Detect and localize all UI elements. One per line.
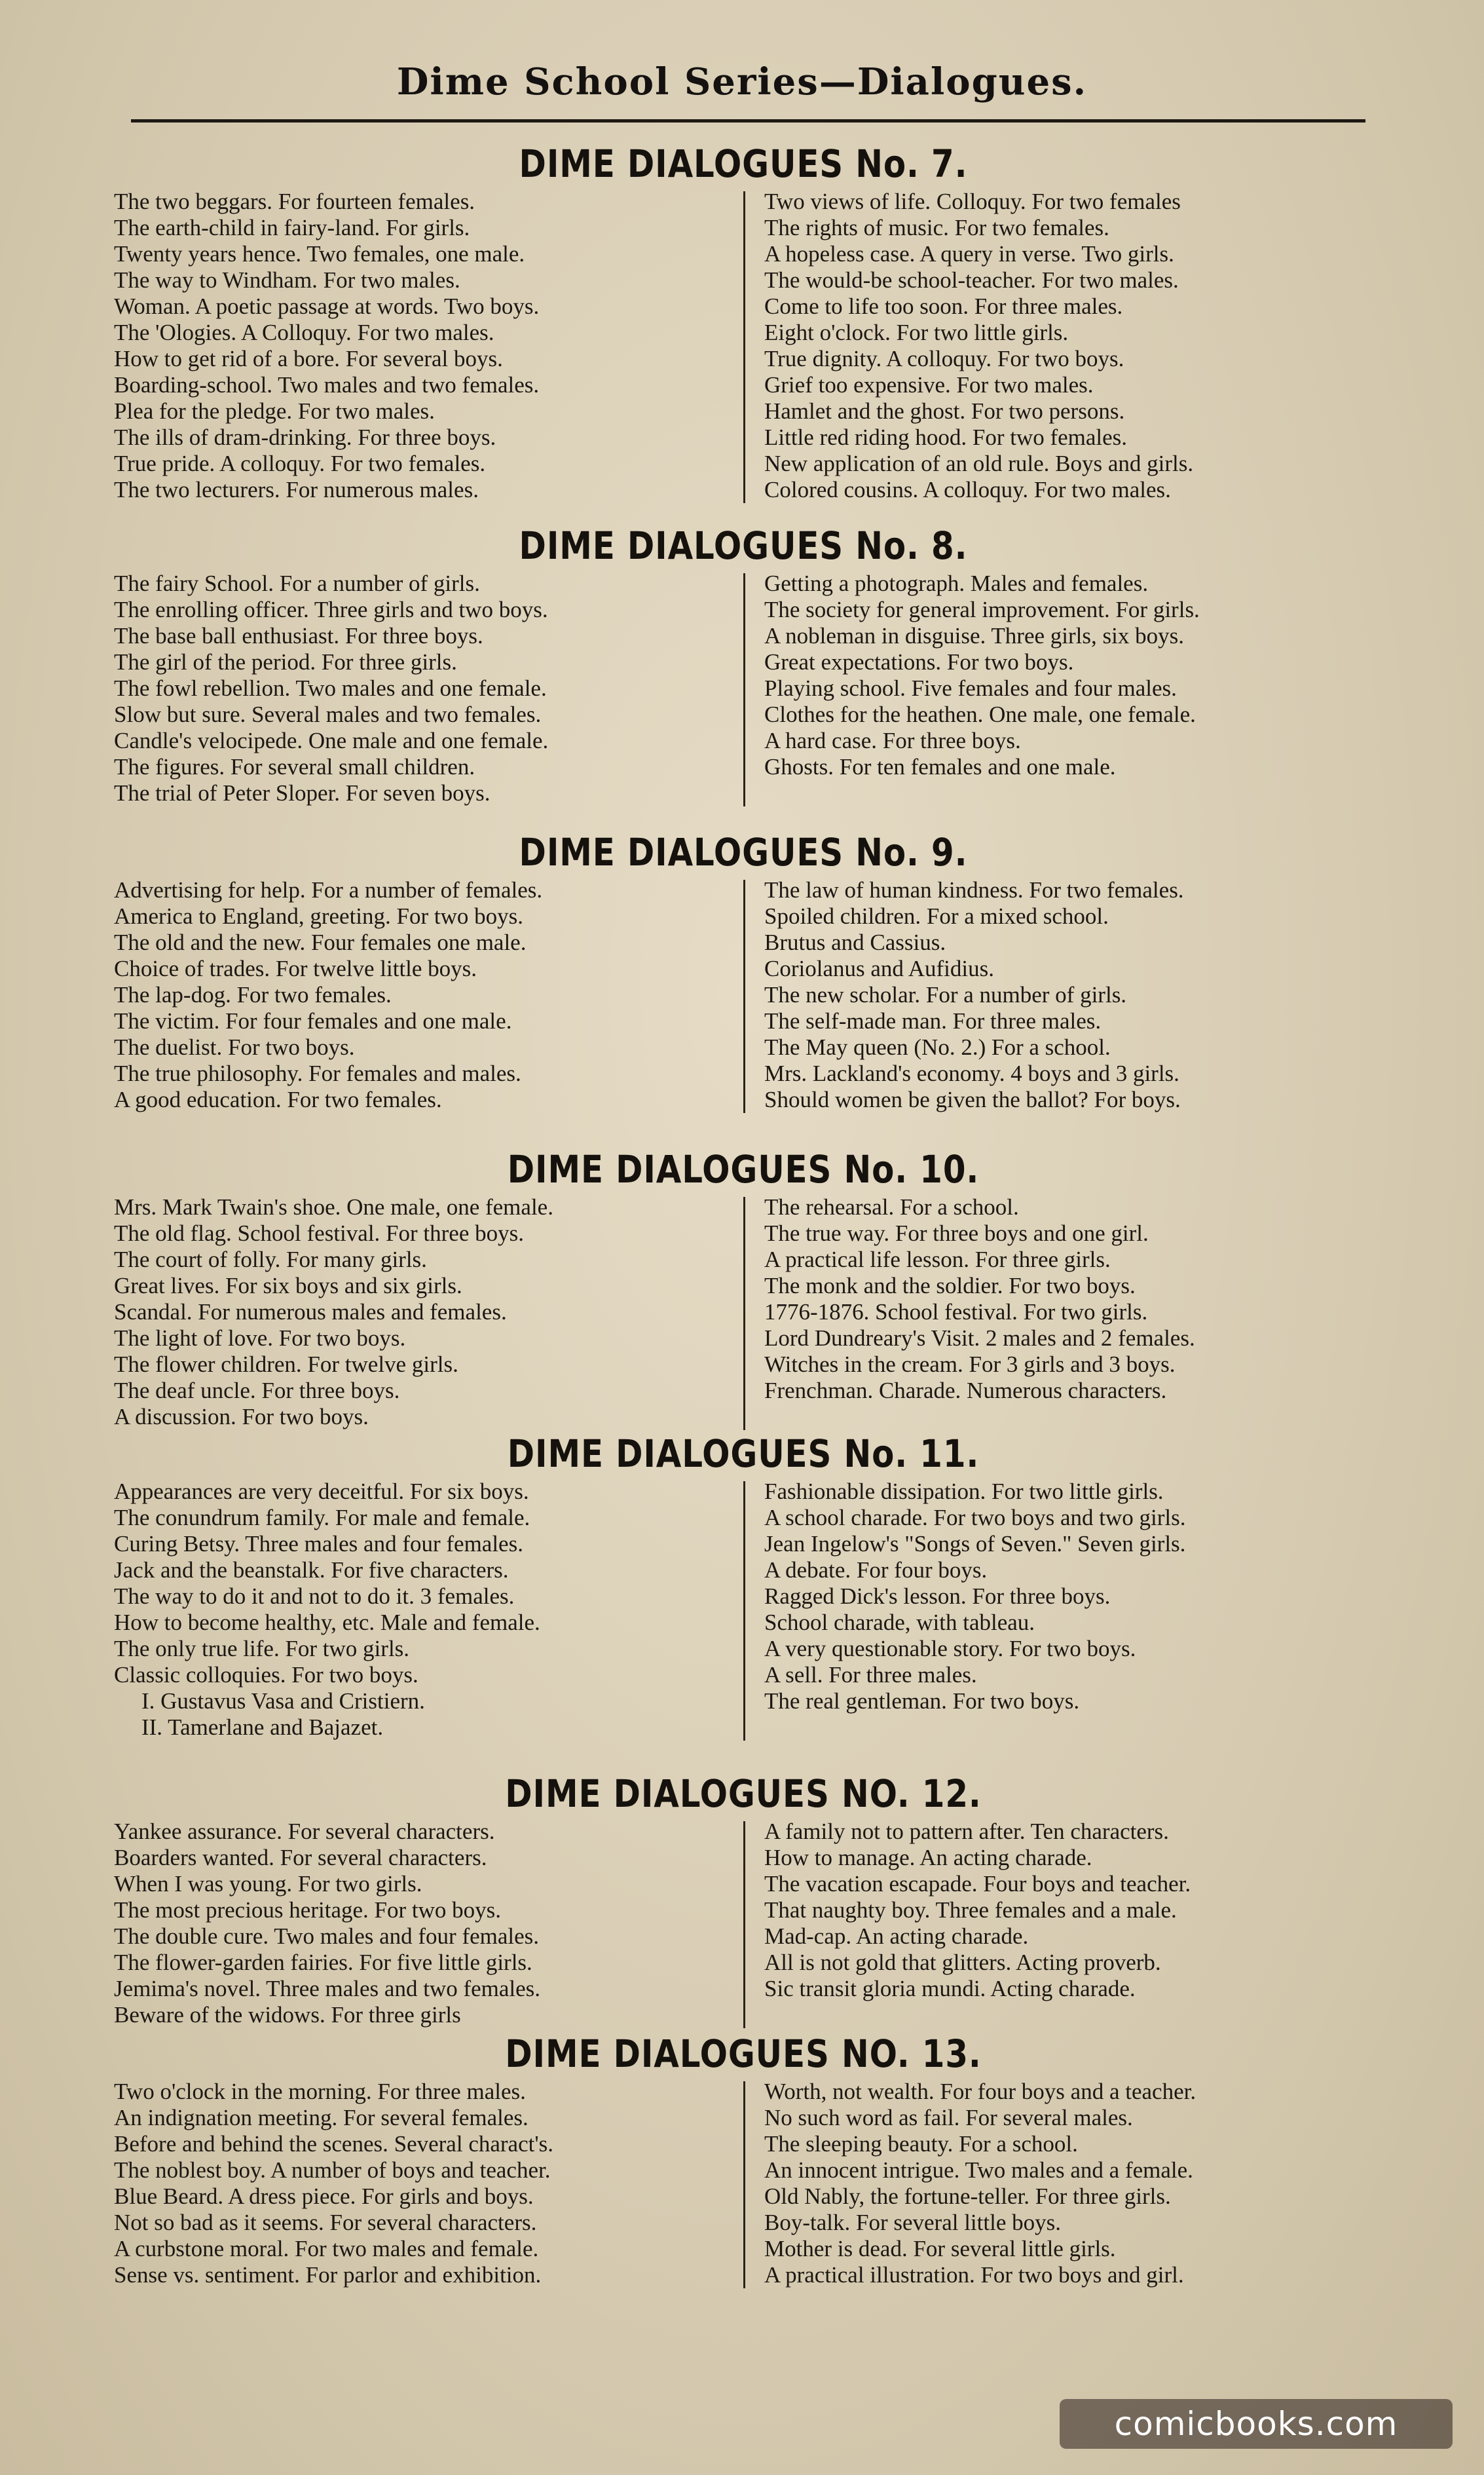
right-column: [743, 2079, 1382, 2288]
right-column: [743, 1819, 1382, 2028]
column-divider: [743, 1821, 745, 2028]
section-columns: [105, 877, 1382, 1113]
dialogue-entry: A practical life lesson. For three girls.: [764, 1247, 1111, 1272]
dialogue-entry: Ragged Dick's lesson. For three boys.: [764, 1583, 1111, 1609]
left-column: [105, 1194, 743, 1430]
left-column: [105, 571, 743, 806]
dialogue-entry: Before and behind the scenes. Several charact's.: [114, 2131, 554, 2157]
dialogue-entry: Advertising for help. For a number of females.: [114, 877, 543, 903]
dialogue-entry: The girl of the period. For three girls.: [114, 649, 457, 675]
dialogue-entry: Colored cousins. A colloquy. For two males.: [764, 477, 1171, 502]
column-divider: [743, 573, 745, 806]
dialogue-entry: The base ball enthusiast. For three boys.: [114, 623, 483, 649]
right-column: [743, 877, 1382, 1113]
dialogue-entry: Appearances are very deceitful. For six boys.: [114, 1479, 529, 1504]
dialogue-entry: How to become healthy, etc. Male and female.: [114, 1610, 540, 1635]
section-title: DIME DIALOGUES NO. 12.: [505, 1771, 982, 1816]
left-column: [105, 1819, 743, 2028]
dialogue-entry: The self-made man. For three males.: [764, 1008, 1102, 1034]
dialogue-entry: Not so bad as it seems. For several characters.: [114, 2210, 537, 2235]
dialogue-entry: A good education. For two females.: [114, 1087, 442, 1112]
dialogue-entry: The way to Windham. For two males.: [114, 267, 460, 293]
dialogue-entry: How to get rid of a bore. For several boys.: [114, 346, 503, 371]
dialogue-entry: Worth, not wealth. For four boys and a teacher.: [764, 2079, 1196, 2104]
dialogue-entry: That naughty boy. Three females and a male.: [764, 1897, 1177, 1923]
section-columns: [105, 1819, 1382, 2028]
dialogue-entry: The way to do it and not to do it. 3 females.: [114, 1583, 515, 1609]
dialogue-entry: The ills of dram-drinking. For three boys.: [114, 425, 496, 450]
dialogue-entry: True dignity. A colloquy. For two boys.: [764, 346, 1124, 371]
section-columns: [105, 571, 1382, 806]
dialogue-entry: An innocent intrigue. Two males and a female.: [764, 2157, 1193, 2183]
dialogue-entry: Lord Dundreary's Visit. 2 males and 2 females.: [764, 1325, 1195, 1351]
dialogue-entry: Woman. A poetic passage at words. Two boys.: [114, 293, 540, 319]
dialogue-entry: The duelist. For two boys.: [114, 1034, 355, 1060]
dialogue-entry: Two o'clock in the morning. For three males.: [114, 2079, 526, 2104]
section-columns: [105, 2079, 1382, 2288]
dialogue-section: [105, 1144, 1382, 1430]
dialogue-entry: Boy-talk. For several little boys.: [764, 2210, 1061, 2235]
dialogue-entry: When I was young. For two girls.: [114, 1871, 422, 1897]
left-column: [105, 877, 743, 1113]
dialogue-entry: The law of human kindness. For two females.: [764, 877, 1184, 903]
dialogue-entry: The real gentleman. For two boys.: [764, 1688, 1080, 1714]
dialogue-entry: The victim. For four females and one male.: [114, 1008, 512, 1034]
left-column: [105, 1479, 743, 1741]
dialogue-entry: Mother is dead. For several little girls.: [764, 2236, 1116, 2261]
section-title: DIME DIALOGUES NO. 13.: [505, 2031, 982, 2076]
dialogue-entry: The enrolling officer. Three girls and two boys.: [114, 597, 548, 622]
dialogue-entry: The 'Ologies. A Colloquy. For two males.: [114, 320, 494, 345]
dialogue-entry: Grief too expensive. For two males.: [764, 372, 1094, 398]
dialogue-entry: A curbstone moral. For two males and female.: [114, 2236, 539, 2261]
dialogue-entry: The true philosophy. For females and males.: [114, 1061, 521, 1086]
dialogue-entry: The would-be school-teacher. For two males.: [764, 267, 1179, 293]
dialogue-entry: Coriolanus and Aufidius.: [764, 956, 994, 981]
dialogue-entry: True pride. A colloquy. For two females.: [114, 451, 486, 476]
dialogue-entry: The society for general improvement. For girls.: [764, 597, 1200, 622]
dialogue-entry: The vacation escapade. Four boys and teacher.: [764, 1871, 1191, 1897]
dialogue-entry: A debate. For four boys.: [764, 1557, 988, 1583]
section-columns: [105, 189, 1382, 503]
dialogue-entry: I. Gustavus Vasa and Cristiern.: [141, 1688, 425, 1714]
column-divider: [743, 191, 745, 503]
dialogue-entry: Eight o'clock. For two little girls.: [764, 320, 1069, 345]
dialogue-entry: An indignation meeting. For several females.: [114, 2105, 529, 2130]
header-rule: [131, 119, 1365, 123]
dialogue-entry: Ghosts. For ten females and one male.: [764, 754, 1116, 780]
dialogue-entry: The trial of Peter Sloper. For seven boys.: [114, 780, 491, 806]
section-title: DIME DIALOGUES No. 10.: [507, 1147, 980, 1192]
dialogue-entry: The rights of music. For two females.: [764, 215, 1109, 240]
left-column: [105, 2079, 743, 2288]
dialogue-entry: Curing Betsy. Three males and four females.: [114, 1531, 523, 1557]
dialogue-entry: The lap-dog. For two females.: [114, 982, 392, 1008]
dialogue-entry: The only true life. For two girls.: [114, 1636, 410, 1661]
dialogue-entry: The deaf uncle. For three boys.: [114, 1378, 400, 1403]
section-title: DIME DIALOGUES No. 11.: [507, 1431, 980, 1476]
dialogue-entry: Brutus and Cassius.: [764, 930, 946, 955]
dialogue-entry: Classic colloquies. For two boys.: [114, 1662, 418, 1688]
dialogue-entry: New application of an old rule. Boys and girls.: [764, 451, 1194, 476]
dialogue-entry: The fairy School. For a number of girls.: [114, 571, 480, 596]
dialogue-entry: The double cure. Two males and four females.: [114, 1923, 540, 1949]
dialogue-section: [105, 2029, 1382, 2288]
right-column: [743, 1194, 1382, 1430]
dialogue-entry: The May queen (No. 2.) For a school.: [764, 1034, 1111, 1060]
dialogue-entry: The sleeping beauty. For a school.: [764, 2131, 1078, 2157]
dialogue-entry: Should women be given the ballot? For boys.: [764, 1087, 1181, 1112]
dialogue-entry: A sell. For three males.: [764, 1662, 977, 1688]
dialogue-entry: A hard case. For three boys.: [764, 728, 1021, 753]
dialogue-entry: A discussion. For two boys.: [114, 1404, 369, 1429]
dialogue-entry: The earth-child in fairy-land. For girls.: [114, 215, 470, 240]
dialogue-entry: All is not gold that glitters. Acting proverb.: [764, 1950, 1161, 1975]
dialogue-entry: Fashionable dissipation. For two little girls.: [764, 1479, 1164, 1504]
dialogue-entry: The light of love. For two boys.: [114, 1325, 406, 1351]
dialogue-entry: Candle's velocipede. One male and one female.: [114, 728, 549, 753]
dialogue-entry: Twenty years hence. Two females, one male.: [114, 241, 525, 267]
right-column: [743, 1479, 1382, 1741]
dialogue-entry: No such word as fail. For several males.: [764, 2105, 1133, 2130]
dialogue-entry: The old flag. School festival. For three boys.: [114, 1220, 524, 1246]
column-divider: [743, 1197, 745, 1430]
dialogue-entry: The flower children. For twelve girls.: [114, 1351, 458, 1377]
dialogue-entry: America to England, greeting. For two boys.: [114, 903, 524, 929]
dialogue-entry: School charade, with tableau.: [764, 1610, 1035, 1635]
dialogue-entry: Little red riding hood. For two females.: [764, 425, 1128, 450]
dialogue-section: [105, 521, 1382, 806]
right-column: [743, 189, 1382, 503]
dialogue-entry: Slow but sure. Several males and two females.: [114, 702, 542, 727]
dialogue-entry: A nobleman in disguise. Three girls, six boys.: [764, 623, 1184, 649]
dialogue-entry: Sense vs. sentiment. For parlor and exhibition.: [114, 2262, 542, 2288]
dialogue-entry: Blue Beard. A dress piece. For girls and boys.: [114, 2183, 534, 2209]
dialogue-section: [105, 1429, 1382, 1741]
dialogue-entry: Mrs. Mark Twain's shoe. One male, one female.: [114, 1194, 553, 1220]
dialogue-entry: How to manage. An acting charade.: [764, 1845, 1092, 1870]
dialogue-entry: The figures. For several small children.: [114, 754, 475, 780]
dialogue-entry: The old and the new. Four females one male.: [114, 930, 527, 955]
dialogue-entry: A practical illustration. For two boys and girl.: [764, 2262, 1184, 2288]
dialogue-entry: The rehearsal. For a school.: [764, 1194, 1019, 1220]
dialogue-entry: Boarders wanted. For several characters.: [114, 1845, 487, 1870]
dialogue-entry: Scandal. For numerous males and females.: [114, 1299, 507, 1325]
dialogue-entry: The flower-garden fairies. For five little girls.: [114, 1950, 532, 1975]
dialogue-entry: Yankee assurance. For several characters.: [114, 1819, 495, 1844]
dialogue-entry: Beware of the widows. For three girls: [114, 2002, 461, 2028]
dialogue-entry: Frenchman. Charade. Numerous characters.: [764, 1378, 1167, 1403]
section-title: DIME DIALOGUES No. 9.: [519, 830, 968, 875]
dialogue-entry: The most precious heritage. For two boys.: [114, 1897, 502, 1923]
column-divider: [743, 880, 745, 1113]
dialogue-entry: The conundrum family. For male and female.: [114, 1505, 530, 1530]
dialogue-entry: Boarding-school. Two males and two females.: [114, 372, 540, 398]
dialogue-entry: The true way. For three boys and one girl.: [764, 1220, 1149, 1246]
dialogue-entry: Mrs. Lackland's economy. 4 boys and 3 girls.: [764, 1061, 1179, 1086]
column-divider: [743, 2081, 745, 2288]
dialogue-entry: The two lecturers. For numerous males.: [114, 477, 479, 502]
dialogue-entry: II. Tamerlane and Bajazet.: [141, 1714, 384, 1740]
dialogue-entry: A family not to pattern after. Ten characters.: [764, 1819, 1169, 1844]
dialogue-entry: Spoiled children. For a mixed school.: [764, 903, 1109, 929]
section-title: DIME DIALOGUES No. 8.: [519, 523, 968, 568]
dialogue-entry: Sic transit gloria mundi. Acting charade.: [764, 1976, 1136, 2001]
dialogue-entry: A hopeless case. A query in verse. Two girls.: [764, 241, 1174, 267]
dialogue-entry: The noblest boy. A number of boys and teacher.: [114, 2157, 551, 2183]
dialogue-entry: Hamlet and the ghost. For two persons.: [764, 398, 1125, 424]
dialogue-entry: Witches in the cream. For 3 girls and 3 boys.: [764, 1351, 1176, 1377]
dialogue-entry: Great expectations. For two boys.: [764, 649, 1074, 675]
dialogue-entry: A very questionable story. For two boys.: [764, 1636, 1136, 1661]
dialogue-entry: A school charade. For two boys and two girls.: [764, 1505, 1186, 1530]
column-divider: [743, 1481, 745, 1741]
dialogue-section: [105, 827, 1382, 1113]
section-columns: [105, 1194, 1382, 1430]
dialogue-entry: The new scholar. For a number of girls.: [764, 982, 1127, 1008]
dialogue-section: [105, 139, 1382, 503]
dialogue-entry: The two beggars. For fourteen females.: [114, 189, 475, 214]
section-title: DIME DIALOGUES No. 7.: [519, 142, 968, 186]
dialogue-entry: Jack and the beanstalk. For five characters.: [114, 1557, 509, 1583]
dialogue-entry: 1776-1876. School festival. For two girls.: [764, 1299, 1148, 1325]
section-columns: [105, 1479, 1382, 1741]
dialogue-entry: Playing school. Five females and four males.: [764, 675, 1177, 701]
dialogue-entry: Getting a photograph. Males and females.: [764, 571, 1149, 596]
page-header: Dime School Series—Dialogues.: [396, 60, 1088, 104]
dialogue-entry: Clothes for the heathen. One male, one female.: [764, 702, 1196, 727]
watermark-logo[interactable]: comicbooks.com: [1060, 2399, 1453, 2449]
dialogue-entry: Old Nably, the fortune-teller. For three girls.: [764, 2183, 1171, 2209]
dialogue-entry: Mad-cap. An acting charade.: [764, 1923, 1029, 1949]
dialogue-entry: The court of folly. For many girls.: [114, 1247, 427, 1272]
dialogue-section: [105, 1769, 1382, 2028]
left-column: [105, 189, 743, 503]
dialogue-entry: Jemima's novel. Three males and two females.: [114, 1976, 541, 2001]
dialogue-entry: Plea for the pledge. For two males.: [114, 398, 435, 424]
dialogue-entry: Jean Ingelow's "Songs of Seven." Seven girls.: [764, 1531, 1186, 1557]
right-column: [743, 571, 1382, 806]
dialogue-entry: The monk and the soldier. For two boys.: [764, 1273, 1136, 1298]
dialogue-entry: Great lives. For six boys and six girls.: [114, 1273, 462, 1298]
dialogue-entry: Two views of life. Colloquy. For two females: [764, 189, 1181, 214]
dialogue-entry: Come to life too soon. For three males.: [764, 293, 1123, 319]
dialogue-entry: The fowl rebellion. Two males and one female.: [114, 675, 547, 701]
dialogue-entry: Choice of trades. For twelve little boys.: [114, 956, 477, 981]
